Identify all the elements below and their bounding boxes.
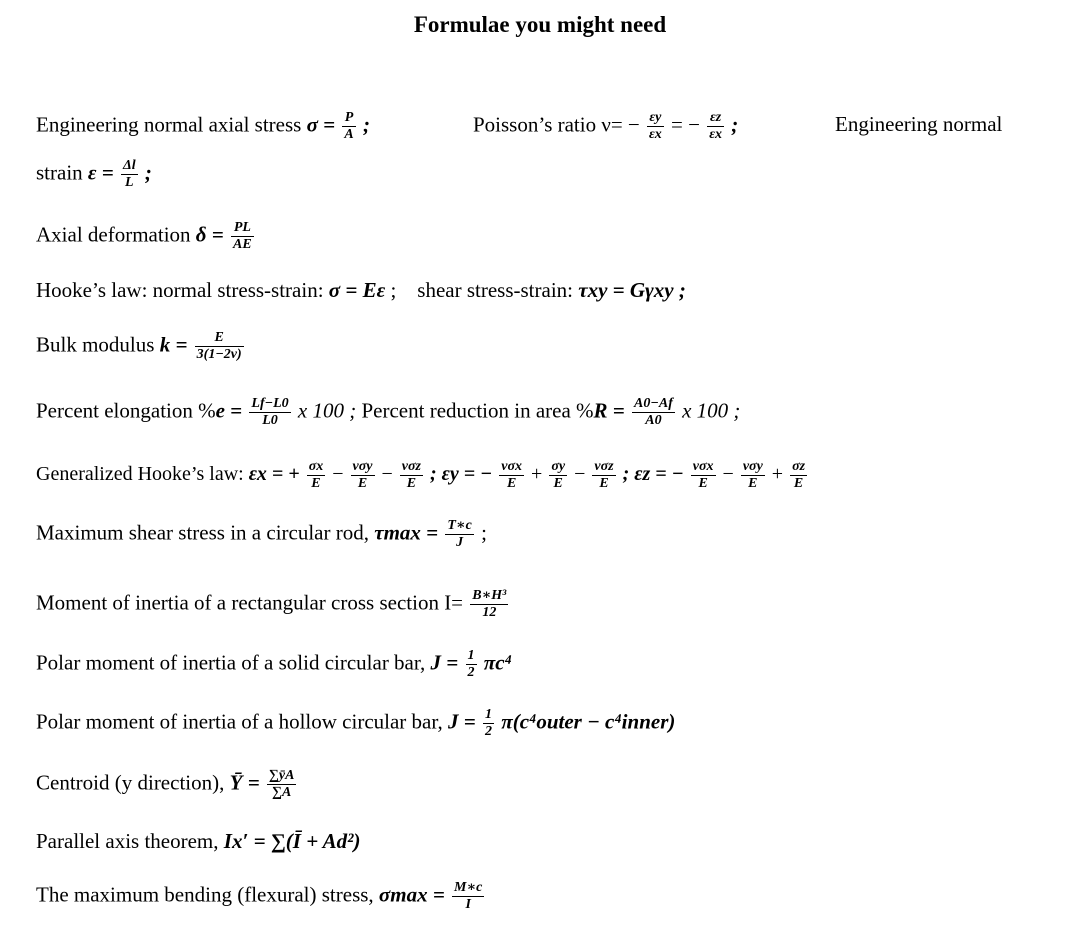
formula-row-generalized-hooke: Generalized Hooke’s law: εx = + $\frac{\sigma x}{E}$ − $\frac{\text{νσy}}{E}$ − $\frac{\text{νσz}}{E}$ ; εy = − $\frac{\text{νσx}}{E}$ + $\frac{\sigma y}{E}$ − $\frac{\text{νσz}}{E}$ ; εz = − $\frac{\text{νσx}}{E}$ − $\frac{\text{νσy}}{E}$ + $\frac{\sigma z}{E}$ bbox=[36, 459, 806, 491]
fraction: $\frac{1}{2}$ bbox=[485, 707, 492, 739]
formula-row-bulk-modulus: Bulk modulus k = $\frac{E}{3(1-2\nu)}$ bbox=[36, 330, 242, 362]
fraction: $\frac{Lf-L0}{L0}$ bbox=[251, 396, 289, 428]
formula-row-parallel-axis: Parallel axis theorem, Ix′ = ∑(Ī + Ad²) bbox=[36, 829, 361, 853]
fraction: $\frac{\varepsilon z}{\varepsilon x}$ bbox=[709, 110, 722, 142]
fraction: $\frac{E}{3(1-2\nu)}$ bbox=[196, 330, 242, 362]
fraction: $\frac{PL}{AE}$ bbox=[233, 220, 252, 252]
formula-row-centroid: Centroid (y direction), Ȳ = $\frac{\sum ȳA}{\sum A}$ bbox=[36, 768, 295, 800]
fraction: $\frac{\text{νσx}}{E}$ bbox=[501, 459, 523, 491]
fraction: $\frac{A0-Af}{A0}$ bbox=[634, 396, 673, 428]
fraction: $\frac{\varepsilon y}{\varepsilon x}$ bbox=[649, 110, 662, 142]
formula-row-rect-inertia: Moment of inertia of a rectangular cross section I= $\frac{\text{B∗H³}}{12}$ bbox=[36, 588, 507, 620]
fraction: $\frac{\text{νσz}}{E}$ bbox=[401, 459, 422, 491]
fraction: $\frac{1}{2}$ bbox=[467, 648, 475, 680]
formula-row-solid-polar: Polar moment of inertia of a solid circular bar, J = $\frac{1}{2}$ πc⁴ bbox=[36, 648, 512, 680]
fraction: $\frac{\sigma x}{E}$ bbox=[308, 459, 324, 491]
formula-row-hookes-law: Hooke’s law: normal stress-strain: σ = Eε ; shear stress-strain: τxy = Gγxy ; bbox=[36, 278, 686, 302]
fraction: $\frac{P}{A}$ bbox=[344, 110, 354, 142]
page-title: Formulae you might need bbox=[413, 12, 667, 37]
fraction: $\frac{\sigma z}{E}$ bbox=[792, 459, 806, 491]
formula-row-axial-deformation: Axial deformation δ = $\frac{PL}{AE}$ bbox=[36, 220, 252, 252]
fraction: $\frac{\text{νσy}}{E}$ bbox=[742, 459, 763, 491]
formula-row-max-shear: Maximum shear stress in a circular rod, τmax = $\frac{T∗c}{J}$ ; bbox=[36, 518, 487, 550]
fraction: $\frac{\Delta l}{L}$ bbox=[123, 158, 136, 190]
fraction: $\frac{\sum ȳA}{\sum A}$ bbox=[268, 768, 295, 800]
fraction: $\frac{M∗c}{I}$ bbox=[454, 880, 483, 912]
formula-row-normal-strain-b: strain ε = $\frac{\Delta l}{L}$ ; bbox=[36, 158, 152, 190]
formula-row-percent-elongation: Percent elongation %e = $\frac{Lf-L0}{L0}$ x 100 ; Percent reduction in area %R = $\frac{A0-Af}{A0}$ x 100 ; bbox=[36, 396, 741, 428]
fraction: $\frac{\text{νσz}}{E}$ bbox=[594, 459, 614, 491]
fraction: $\frac{\text{νσy}}{E}$ bbox=[352, 459, 373, 491]
fraction: $\frac{\text{B∗H³}}{12}$ bbox=[472, 588, 507, 620]
formula-row-bending-stress: The maximum bending (flexural) stress, σmax = $\frac{M∗c}{I}$ bbox=[36, 880, 483, 912]
fraction: $\frac{\sigma y}{E}$ bbox=[551, 459, 566, 491]
formula-row-poisson: Poisson’s ratio ν= − $\frac{\varepsilon y}{\varepsilon x}$ = − $\frac{\varepsilon z}{\varepsilon x}$ ; bbox=[473, 110, 739, 142]
formula-row-axial-stress: Engineering normal axial stress σ = $\frac{P}{A}$ ; bbox=[36, 110, 370, 142]
formula-row-hollow-polar: Polar moment of inertia of a hollow circular bar, J = $\frac{1}{2}$ π(c⁴outer − c⁴inner) bbox=[36, 707, 676, 739]
formula-row-normal-strain-a: Engineering normal bbox=[835, 112, 1003, 136]
fraction: $\frac{\text{νσx}}{E}$ bbox=[692, 459, 714, 491]
fraction: $\frac{T∗c}{J}$ bbox=[447, 518, 472, 550]
